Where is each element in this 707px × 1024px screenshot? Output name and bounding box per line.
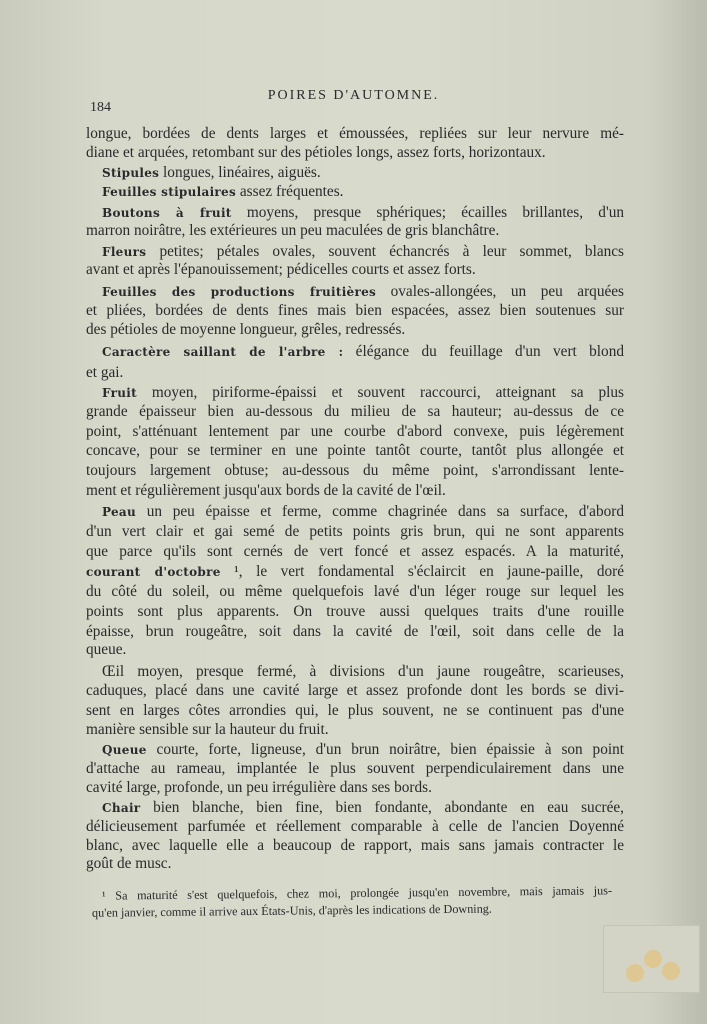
entry-label: courant d'octobre: [86, 565, 221, 579]
entry-text: sent en larges côtes arrondies qui, le plus souvent, ne se continuent pas d'une: [86, 702, 624, 719]
entry-text: élégance du feuillage d'un vert blond: [343, 343, 624, 360]
entry-text: délicieusement parfumée et réellement comparable à celle de l'ancien Doyenné: [86, 818, 624, 835]
text-line: [102, 342, 624, 362]
text-line: [86, 622, 624, 641]
text-line: [86, 602, 624, 621]
entry-text: points sont plus apparents. On trouve aussi quelques traits d'une rouille: [86, 603, 624, 620]
entry-label: Fruit: [102, 386, 137, 400]
entry-label: Queue: [102, 743, 147, 757]
entry-text: ovales-allongées, un peu arquées: [376, 283, 625, 300]
text-line: [86, 143, 624, 162]
entry-text: longues, linéaires, aiguës.: [159, 164, 321, 181]
entry-text: épaisse, brun rougeâtre, soit dans la cavité de l'œil, soit dans celle de la: [86, 623, 624, 640]
text-line: [86, 461, 624, 480]
entry-text: marron noirâtre, les extérieures un peu maculées de gris blanchâtre.: [86, 222, 500, 239]
text-line: [86, 701, 624, 720]
text-line: [86, 542, 624, 561]
text-line: [86, 817, 624, 836]
text-line: [86, 640, 624, 659]
text-line: [102, 662, 624, 681]
entry-label: Chair: [102, 801, 141, 815]
text-line: [102, 163, 624, 183]
text-line: [102, 740, 624, 760]
entry-text: caduques, placé dans une cavité large et assez profonde dont les bords se divi-: [86, 682, 624, 699]
text-line: [86, 854, 624, 873]
text-line: [86, 720, 624, 739]
entry-label: Stipules: [102, 166, 160, 180]
pear-thumbnail-image: [603, 925, 700, 993]
text-line: [86, 301, 624, 320]
entry-text: bien blanche, bien fine, bien fondante, abondante en eau sucrée,: [140, 799, 624, 816]
entry-label: Caractère saillant de l'arbre :: [102, 345, 344, 359]
entry-text: du côté du soleil, ou même quelquefois lavé d'un léger rouge sur lequel les: [86, 583, 624, 600]
entry-text: d'un vert clair et gai semé de petits points gris brun, qui ne sont apparents: [86, 523, 624, 540]
entry-label: Peau: [102, 505, 137, 519]
entry-label: Feuilles stipulaires: [102, 185, 237, 199]
text-line: [102, 282, 624, 302]
text-line: [102, 203, 624, 223]
footnote-line: ¹ Sa maturité s'est quelquefois, chez moi, prolongée jusqu'en novembre, mais jamais jus-: [101, 883, 613, 903]
entry-text: et pliées, bordées de dents fines mais bien espacées, assez bien soutenues sur: [86, 302, 624, 319]
entry-text: que parce qu'ils sont cernés de vert foncé et assez espacés. A la maturité,: [86, 543, 624, 560]
text-line: [102, 182, 624, 202]
entry-text: diane et arquées, retombant sur des pétioles longs, assez forts, horizontaux.: [86, 144, 546, 161]
entry-label: Feuilles des productions fruitières: [102, 285, 377, 299]
entry-text: manière sensible sur la hauteur du fruit.: [86, 721, 329, 738]
entry-text: assez fréquentes.: [236, 183, 344, 200]
text-line: [86, 759, 624, 778]
footnote-line: qu'en janvier, comme il arrive aux États-Unis, d'après les indications de Downing.: [91, 901, 492, 920]
text-line: [86, 778, 624, 797]
text-line: [86, 522, 624, 541]
text-line: [102, 798, 624, 818]
entry-text: ment et régulièrement jusqu'aux bords de la cavité de l'œil.: [86, 482, 446, 499]
entry-label: Boutons à fruit: [102, 206, 232, 220]
entry-text: blanc, avec laquelle elle a beaucoup de rapport, mais sans jamais contracter le: [86, 837, 624, 854]
entry-text: longue, bordées de dents larges et émoussées, repliées sur leur nervure mé-: [86, 125, 624, 142]
text-line: [86, 562, 624, 582]
entry-text: cavité large, profonde, un peu irrégulière dans ses bords.: [86, 779, 432, 796]
entry-text: courte, forte, ligneuse, d'un brun noirâtre, bien épaissie à son point: [146, 741, 624, 758]
entry-text: moyen, piriforme-épaissi et souvent raccourci, atteignant sa plus: [136, 384, 624, 401]
entry-label: Fleurs: [102, 245, 147, 259]
text-line: [102, 242, 624, 262]
entry-text: des pétioles de moyenne longueur, grêles, redressés.: [86, 321, 406, 338]
text-line: [86, 402, 624, 421]
entry-text: toujours largement obtuse; au-dessous du même point, s'arrondissant lente-: [86, 462, 624, 479]
text-line: [102, 383, 624, 403]
text-line: [86, 681, 624, 700]
text-line: [86, 124, 624, 143]
page-number: 184: [90, 100, 111, 115]
text-line: [102, 502, 624, 522]
entry-text: et gai.: [86, 364, 124, 381]
entry-text: un peu épaisse et ferme, comme chagrinée dans sa surface, d'abord: [136, 503, 624, 520]
entry-text: queue.: [86, 641, 127, 658]
text-line: [86, 481, 624, 500]
text-line: [86, 320, 624, 339]
entry-text: Œil moyen, presque fermé, à divisions d'un jaune rougeâtre, scarieuses,: [102, 663, 624, 680]
entry-text: avant et après l'épanouissement; pédicelles courts et assez forts.: [86, 261, 476, 278]
entry-text: petites; pétales ovales, souvent échancrés à leur sommet, blancs: [146, 243, 624, 260]
entry-text: goût de musc.: [86, 855, 172, 872]
text-line: [86, 221, 624, 240]
text-line: [86, 441, 624, 460]
text-line: [86, 422, 624, 441]
text-line: [86, 260, 624, 279]
entry-text: moyens, presque sphériques; écailles brillantes, d'un: [231, 204, 624, 221]
running-title: POIRES D'AUTOMNE.: [267, 88, 440, 103]
text-line: [86, 363, 624, 382]
text-line: [86, 582, 624, 601]
entry-text: d'attache au rameau, implantée le plus souvent perpendiculairement dans une: [86, 760, 624, 777]
entry-text: point, s'atténuant lentement par une courbe d'abord convexe, puis légèrement: [86, 423, 624, 440]
entry-text: concave, pour se terminer en une pointe tantôt courte, tantôt plus allongée et: [86, 442, 624, 459]
text-line: [86, 836, 624, 855]
entry-text: ¹, le vert fondamental s'éclaircit en jaune-paille, doré: [220, 563, 624, 580]
entry-text: grande épaisseur bien au-dessous du milieu de sa hauteur; au-dessus de ce: [86, 403, 624, 420]
